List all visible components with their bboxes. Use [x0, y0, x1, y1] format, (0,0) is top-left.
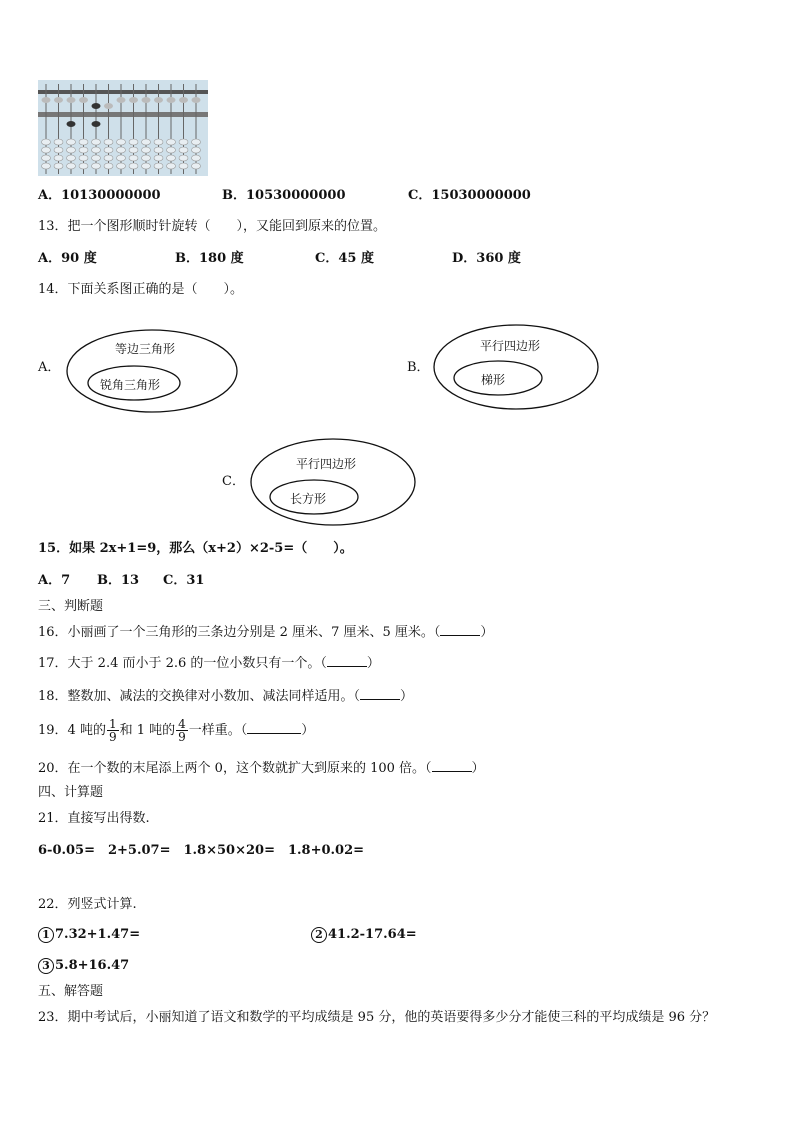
abacus-bead — [79, 155, 88, 161]
q22-item-1 — [38, 926, 140, 944]
abacus-bead — [67, 147, 76, 153]
q17 — [38, 654, 380, 673]
q16-answer-blank[interactable] — [440, 623, 480, 636]
q22-expr-2: 41.2-17.64= — [328, 927, 417, 942]
abacus-bead — [79, 147, 88, 153]
q17-answer-blank[interactable] — [327, 654, 367, 667]
abacus-bead — [192, 147, 201, 153]
q13-stem: 13．把一个图形顺时针旋转（ ），又能回到原来的位置。 — [38, 219, 387, 234]
abacus-bead — [42, 163, 51, 169]
q19-mid: 和 1 吨的 — [119, 723, 176, 738]
abacus-bead — [42, 155, 51, 161]
q15-option-a[interactable]: A．7 — [38, 573, 71, 588]
abacus-bead — [67, 121, 76, 127]
q14-option-a-letter[interactable]: A． — [38, 360, 61, 375]
q13-option-b[interactable]: B．180 度 — [175, 251, 244, 266]
abacus-bead — [192, 97, 201, 103]
abacus-bead — [154, 163, 163, 169]
q13-option-a[interactable]: A．90 度 — [38, 251, 97, 266]
q20-text: 20．在一个数的末尾添上两个 0，这个数就扩大到原来的 100 倍。（ — [38, 761, 432, 776]
q13-option-d[interactable]: D．360 度 — [452, 251, 521, 266]
abacus-bead — [79, 139, 88, 145]
q21-expressions: 6-0.05= 2+5.07= 1.8×50×20= 1.8+0.02= — [38, 843, 365, 858]
abacus-bead — [42, 139, 51, 145]
abacus-bead — [154, 97, 163, 103]
abacus-bead — [117, 155, 126, 161]
q14-a-outer-label: 等边三角形 — [115, 342, 176, 356]
abacus-bead — [129, 163, 138, 169]
abacus-bead — [54, 147, 63, 153]
abacus-bead — [179, 139, 188, 145]
abacus-bead — [117, 163, 126, 169]
abacus-bead — [192, 163, 201, 169]
q22-stem: 22．列竖式计算. — [38, 897, 137, 912]
q20-close: ） — [471, 761, 485, 776]
section-4-heading: 四、计算题 — [38, 785, 104, 800]
abacus-bead — [167, 155, 176, 161]
q14-option-c-letter[interactable]: C． — [222, 474, 245, 489]
abacus-bead — [54, 155, 63, 161]
q22-item-2 — [311, 926, 417, 944]
q17-text: 17．大于 2.4 而小于 2.6 的一位小数只有一个。（ — [38, 656, 327, 671]
q16-close: ） — [480, 625, 494, 640]
q18-close: ） — [400, 689, 414, 704]
abacus-bead — [154, 139, 163, 145]
q18-answer-blank[interactable] — [360, 687, 400, 700]
abacus-bead — [167, 139, 176, 145]
abacus-bead — [154, 155, 163, 161]
abacus-bead — [129, 147, 138, 153]
q19-fraction-1: $\frac{1}{9}$ — [108, 717, 117, 744]
abacus-bead — [104, 139, 113, 145]
abacus-bead — [129, 139, 138, 145]
abacus-bead — [79, 163, 88, 169]
q14-stem: 14．下面关系图正确的是（ ）。 — [38, 282, 244, 297]
q18 — [38, 687, 413, 706]
section-3-heading: 三、判断题 — [38, 599, 104, 614]
q14-option-b-letter[interactable]: B． — [407, 360, 430, 375]
abacus-bead — [167, 163, 176, 169]
abacus-bead — [54, 97, 63, 103]
q19-pre: 19．4 吨的 — [38, 723, 106, 738]
abacus-bead — [67, 163, 76, 169]
q20-answer-blank[interactable] — [432, 759, 472, 772]
q14-c-outer-label: 平行四边形 — [296, 457, 357, 471]
q18-text: 18．整数加、减法的交换律对小数加、减法同样适用。（ — [38, 689, 361, 704]
abacus-bead — [154, 147, 163, 153]
section-5-heading: 五、解答题 — [38, 984, 104, 999]
q16-text: 16．小丽画了一个三角形的三条边分别是 2 厘米、7 厘米、5 厘米。（ — [38, 625, 441, 640]
abacus-bead — [179, 163, 188, 169]
q14-b-outer-label: 平行四边形 — [480, 339, 541, 353]
abacus-bead — [54, 139, 63, 145]
abacus-bead — [167, 147, 176, 153]
abacus-bead — [104, 103, 113, 109]
abacus-bead — [54, 163, 63, 169]
q15-option-b[interactable]: B．13 — [97, 573, 140, 588]
abacus-bead — [192, 139, 201, 145]
abacus-bead — [192, 155, 201, 161]
abacus-bead — [167, 97, 176, 103]
abacus-bead — [79, 97, 88, 103]
q19-fraction-2: $\frac{4}{9}$ — [178, 717, 186, 744]
q15-option-c[interactable]: C．31 — [163, 573, 205, 588]
q22-mark-3: 3 — [38, 958, 54, 974]
q14-option-c-diagram — [250, 437, 416, 527]
abacus-bead — [92, 147, 101, 153]
q19 — [38, 718, 314, 744]
abacus-bead — [104, 163, 113, 169]
q22-item-3 — [38, 957, 129, 975]
q19-post: 一样重。（ — [188, 723, 248, 738]
abacus-bead — [129, 155, 138, 161]
q20 — [38, 759, 485, 778]
q22-mark-2: 2 — [311, 927, 327, 943]
abacus-bead — [104, 155, 113, 161]
abacus-bead — [117, 139, 126, 145]
abacus-bead — [67, 139, 76, 145]
abacus-bead — [179, 155, 188, 161]
q12-option-a[interactable]: A．10130000000 — [38, 188, 161, 203]
q14-c-inner-label: 长方形 — [290, 492, 327, 506]
abacus-bead — [142, 147, 151, 153]
q23-text: 23．期中考试后，小丽知道了语文和数学的平均成绩是 95 分，他的英语要得多少分才能使三科的平均成绩是 96 分？ — [38, 1010, 716, 1025]
q22-expr-3: 5.8+16.47 — [55, 958, 130, 973]
abacus-bead — [142, 139, 151, 145]
abacus-bead — [92, 163, 101, 169]
abacus-bead — [67, 155, 76, 161]
q19-answer-blank[interactable] — [247, 721, 301, 734]
abacus-bead — [42, 97, 51, 103]
abacus-bead — [92, 103, 101, 109]
abacus-bead — [142, 163, 151, 169]
q12-option-c[interactable]: C．15030000000 — [408, 188, 531, 203]
abacus-bead — [117, 97, 126, 103]
abacus-image — [38, 80, 208, 176]
q15-stem: 15．如果 2x+1=9，那么（x+2）×2-5=（ ）。 — [38, 541, 353, 556]
abacus-bead — [104, 147, 113, 153]
abacus-bead — [42, 147, 51, 153]
q22-expr-1: 7.32+1.47= — [55, 927, 141, 942]
abacus-bead — [92, 121, 101, 127]
abacus-bead — [92, 139, 101, 145]
q14-b-inner-label: 梯形 — [481, 373, 506, 387]
q17-close: ） — [366, 656, 380, 671]
abacus-bead — [179, 97, 188, 103]
q16 — [38, 623, 493, 642]
abacus-bead — [179, 147, 188, 153]
q14-a-inner-label: 锐角三角形 — [100, 378, 161, 392]
q19-close: ） — [301, 723, 315, 738]
q13-option-c[interactable]: C．45 度 — [315, 251, 374, 266]
abacus-bead — [129, 97, 138, 103]
q21-stem: 21．直接写出得数. — [38, 811, 150, 826]
abacus-bead — [92, 155, 101, 161]
q22-mark-1: 1 — [38, 927, 54, 943]
abacus-bead — [142, 155, 151, 161]
abacus-bead — [117, 147, 126, 153]
abacus-bead — [142, 97, 151, 103]
abacus-bead — [67, 97, 76, 103]
q12-option-b[interactable]: B．10530000000 — [222, 188, 346, 203]
